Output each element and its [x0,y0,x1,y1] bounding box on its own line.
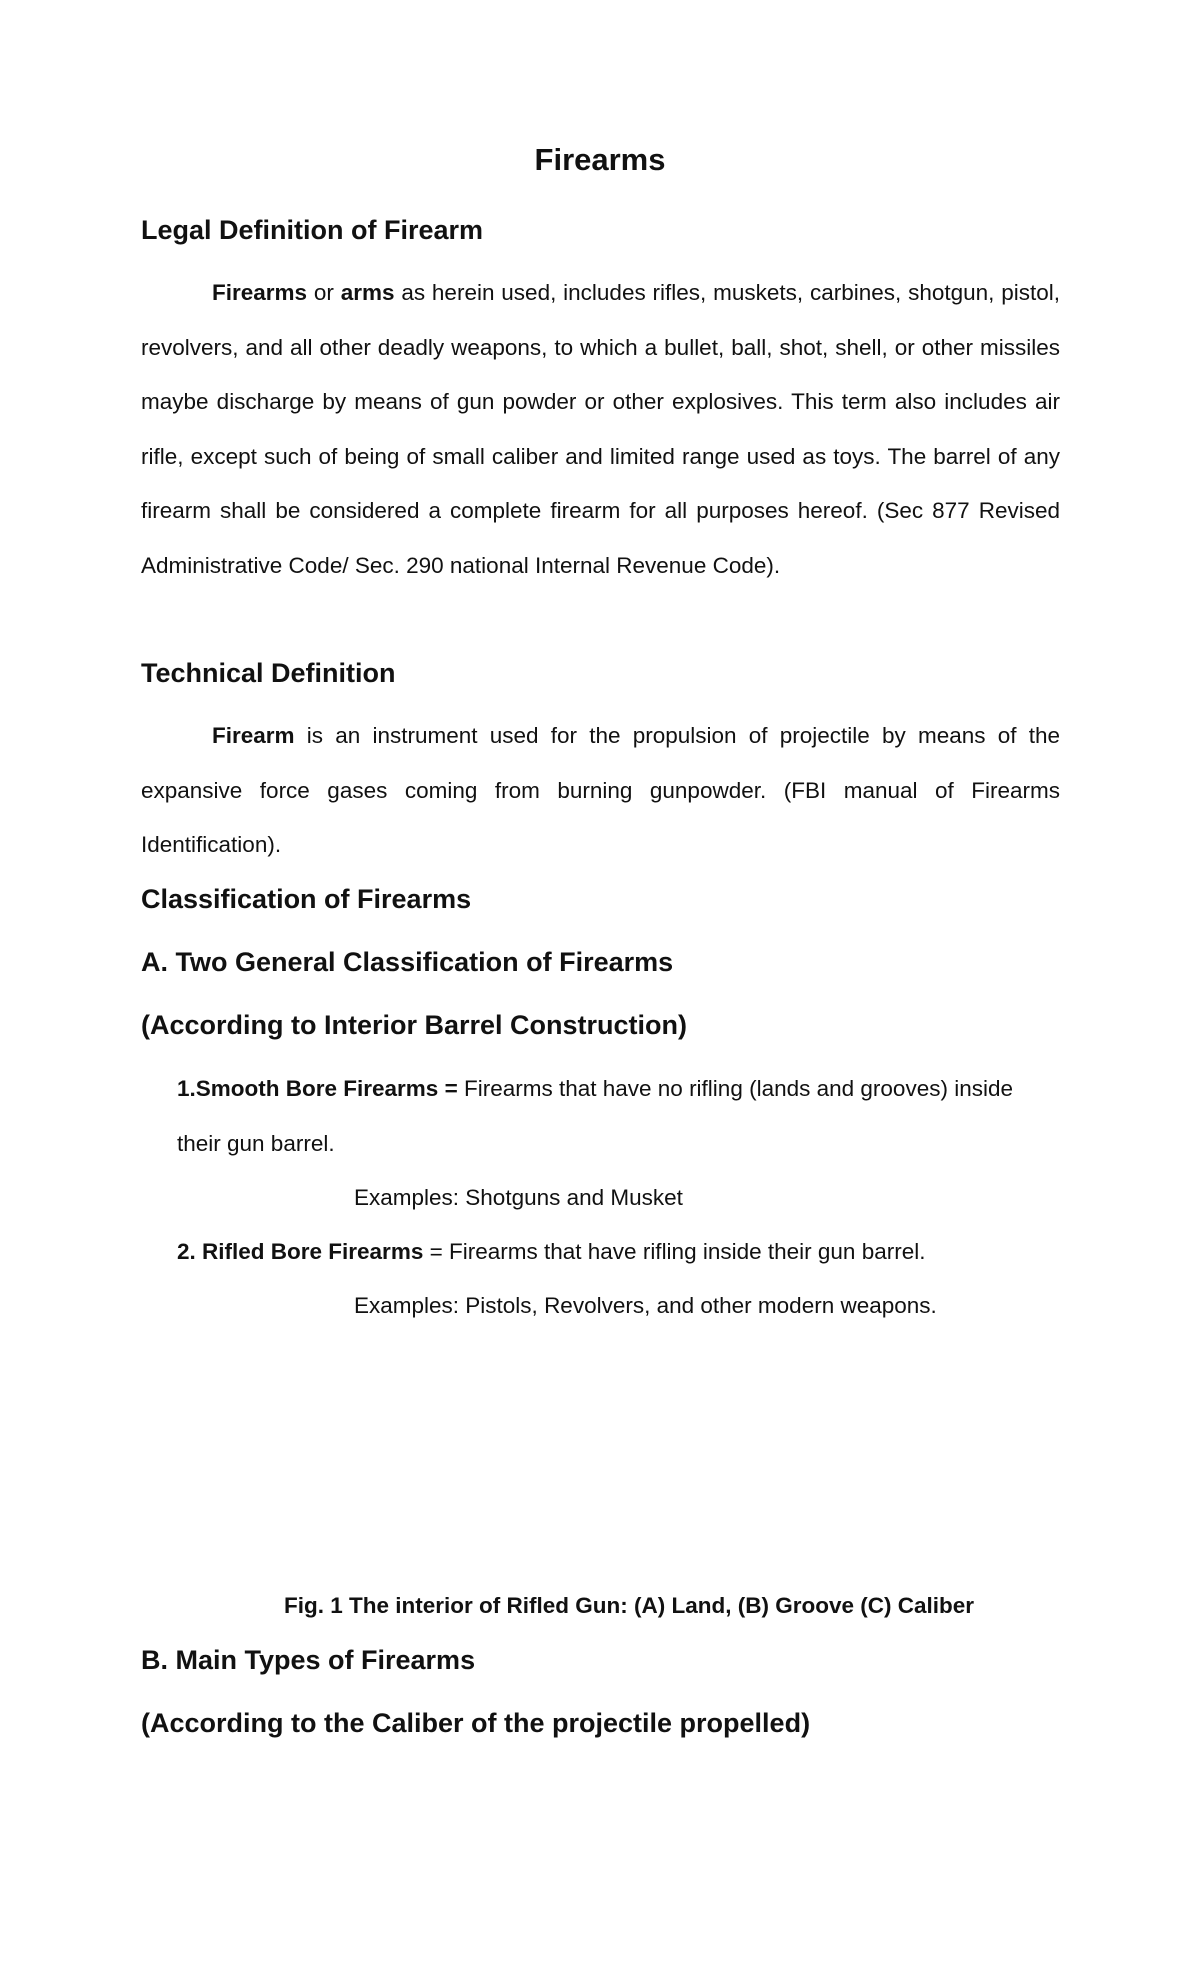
section-b-subheading: (According to the Caliber of the projectile propelled) [141,1708,811,1738]
smooth-bore-examples: Examples: Shotguns and Musket [354,1185,683,1210]
figure-caption: Fig. 1 The interior of Rifled Gun: (A) Land, (B) Groove (C) Caliber [284,1593,974,1618]
term-firearm: Firearm [212,723,295,748]
technical-definition-heading: Technical Definition [141,658,396,688]
rifled-bore-equals: = [423,1239,449,1264]
technical-definition-paragraph [141,709,1060,873]
rifled-bore-text: Firearms that have rifling inside their gun barrel. [449,1239,926,1264]
rifled-bore-examples: Examples: Pistols, Revolvers, and other modern weapons. [354,1293,937,1318]
technical-definition-text: is an instrument used for the propulsion of projectile by means of the expansive force gases coming from burning gunpowder. (FBI manual of Firearms Identification). [141,723,1060,857]
section-b-heading: B. Main Types of Firearms [141,1645,476,1675]
legal-definition-text: as herein used, includes rifles, muskets, carbines, shotgun, pistol, revolvers, and all other deadly weapons, to which a bullet, ball, shot, shell, or other missiles maybe discharge by means of gun powder or other explosives. This term also includes air rifle, except such of being of small caliber and limited range used as toys. The barrel of any firearm shall be considered a complete firearm for all purposes hereof. (Sec 877 Revised Administrative Code/ Sec. 290 national Internal Revenue Code). [141,280,1060,578]
conjunction-or: or [307,280,341,305]
list-item-smooth-bore [177,1062,1060,1171]
section-a-heading: A. Two General Classification of Firearms [141,947,674,977]
smooth-bore-text: Firearms that have no rifling (lands and grooves) inside their gun barrel. [177,1076,1013,1156]
list-item-rifled-bore [177,1225,1060,1280]
page-title: Firearms [534,142,666,177]
classification-heading: Classification of Firearms [141,884,472,914]
legal-definition-heading: Legal Definition of Firearm [141,215,484,245]
smooth-bore-label: 1.Smooth Bore Firearms = [177,1076,458,1101]
rifled-bore-label: 2. Rifled Bore Firearms [177,1239,424,1264]
section-a-subheading: (According to Interior Barrel Construction) [141,1010,688,1040]
term-firearms: Firearms [212,280,308,305]
legal-definition-paragraph [141,266,1060,593]
term-arms: arms [340,280,395,305]
